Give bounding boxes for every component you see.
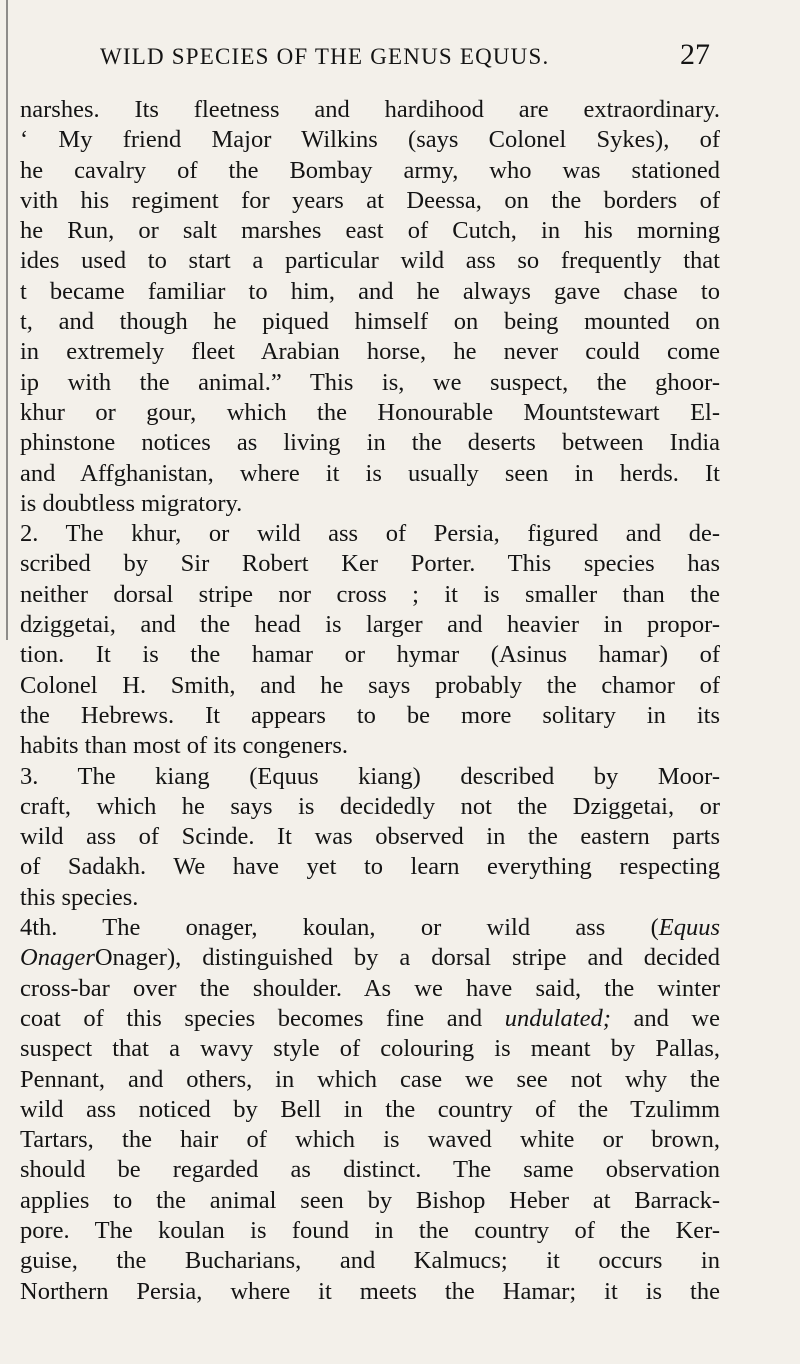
text-line: is doubtless migratory. bbox=[20, 489, 243, 517]
text-line: he cavalry of the Bombay army, who was stationed bbox=[20, 156, 720, 184]
text-line: 2. The khur, or wild ass of Persia, figured and de- bbox=[20, 520, 720, 548]
running-head: WILD SPECIES OF THE GENUS EQUUS. bbox=[100, 44, 550, 69]
text-line: of Sadakh. We have yet to learn everything respecting bbox=[20, 853, 720, 881]
text-line: craft, which he says is decidedly not the Dziggetai, or bbox=[20, 792, 720, 820]
italic-term: Onager bbox=[20, 944, 95, 972]
text-line: wild ass of Scinde. It was observed in the eastern parts bbox=[20, 823, 720, 851]
text-line: khur or gour, which the Honourable Mountstewart El- bbox=[20, 398, 720, 426]
text-run: Onager), distinguished by a dorsal stripe and decided bbox=[94, 944, 720, 972]
text-run: coat of this species becomes fine and bbox=[20, 1004, 505, 1032]
body-text bbox=[20, 95, 720, 1307]
page-header bbox=[100, 38, 710, 84]
text-line: and Affghanistan, where it is usually seen in herds. It bbox=[20, 459, 720, 487]
binding-gutter-line bbox=[6, 0, 8, 640]
text-line: phinstone notices as living in the deserts between India bbox=[20, 429, 720, 457]
text-line: habits than most of its congeners. bbox=[20, 732, 348, 760]
text-line: ‘ My friend Major Wilkins (says Colonel Sykes), of bbox=[20, 126, 720, 154]
text-line: wild ass noticed by Bell in the country of the Tzulimm bbox=[20, 1095, 720, 1123]
text-line: Northern Persia, where it meets the Hamar; it is the bbox=[20, 1277, 720, 1305]
text-line: dziggetai, and the head is larger and heavier in propor- bbox=[20, 611, 720, 639]
text-line: t became familiar to him, and he always gave chase to bbox=[20, 277, 720, 305]
text-line: t, and though he piqued himself on being mounted on bbox=[20, 308, 720, 336]
text-line: ip with the animal.” This is, we suspect, the ghoor- bbox=[20, 368, 720, 396]
text-line: pore. The koulan is found in the country of the Ker- bbox=[20, 1216, 720, 1244]
text-line: suspect that a wavy style of colouring is meant by Pallas, bbox=[20, 1035, 720, 1063]
page-number: 27 bbox=[680, 38, 710, 71]
text-line: in extremely fleet Arabian horse, he never could come bbox=[20, 338, 720, 366]
text-line-mixed bbox=[20, 943, 720, 973]
text-line: tion. It is the hamar or hymar (Asinus hamar) of bbox=[20, 641, 720, 669]
text-line: Tartars, the hair of which is waved white or brown, bbox=[20, 1126, 720, 1154]
text-line: narshes. Its fleetness and hardihood are extraordinary. bbox=[20, 96, 720, 123]
text-line: Pennant, and others, in which case we see not why the bbox=[20, 1065, 720, 1093]
text-line: guise, the Bucharians, and Kalmucs; it occurs in bbox=[20, 1247, 720, 1275]
text-line: 3. The kiang (Equus kiang) described by Moor- bbox=[20, 762, 720, 790]
text-line: neither dorsal stripe nor cross ; it is smaller than the bbox=[20, 580, 720, 608]
text-run: 4th. The onager, koulan, or wild ass ( bbox=[20, 914, 659, 942]
text-line: should be regarded as distinct. The same observation bbox=[20, 1156, 720, 1184]
text-line: applies to the animal seen by Bishop Heber at Barrack- bbox=[20, 1186, 720, 1214]
text-line: this species. bbox=[20, 883, 139, 911]
text-line: he Run, or salt marshes east of Cutch, in his morning bbox=[20, 217, 720, 245]
text-line: the Hebrews. It appears to be more solitary in its bbox=[20, 701, 720, 729]
text-line: Colonel H. Smith, and he says probably the chamor of bbox=[20, 671, 720, 699]
italic-term: undulated; bbox=[504, 1004, 611, 1032]
text-line: ides used to start a particular wild ass so frequently that bbox=[20, 247, 720, 275]
text-run: and we bbox=[610, 1004, 720, 1032]
text-line: vith his regiment for years at Deessa, on the borders of bbox=[20, 186, 720, 214]
text-line-mixed bbox=[20, 1004, 720, 1034]
text-line-mixed bbox=[20, 913, 720, 943]
italic-term: Equus bbox=[658, 914, 720, 942]
text-line: cross-bar over the shoulder. As we have said, the winter bbox=[20, 974, 720, 1002]
text-line: scribed by Sir Robert Ker Porter. This species has bbox=[20, 550, 720, 578]
